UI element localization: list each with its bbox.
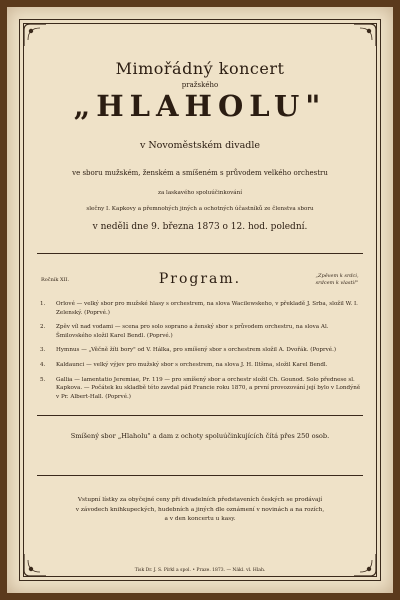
program-item [40,361,362,370]
volume-note: Ročník XII. [41,277,70,283]
ticket-info [57,496,343,525]
concert-subtitle: pražského [181,81,219,89]
item-number: 3. [40,347,46,354]
venue-line: v Novoměstském divadle [139,140,260,151]
item-text: Orlové — velký sbor pro mužské hlasy s orchestrem, na slova Wacilewskeho, v překladě J. Srba, složil W. I. Zelenský. (Poprvé.) [56,301,358,316]
item-text: Hymnus — „Věčně žíti bory" od V. Hálka, pro smíšený sbor s orchestrem složil A. Dvořák. (Poprvé.) [56,347,337,354]
ticket-info-line: a v den koncertu u kasy. [164,516,236,522]
printer-imprint: Tisk Dr. J. S. Pírkl a spol. • Praze. 1873. — Nákl. vl. Hlah. [134,568,266,573]
program-list [40,300,362,407]
item-number: 4. [40,361,46,368]
item-text: Zpěv víl nad vodami — scena pro solo soprano a ženský sbor s průvodem orchestru, na slova Al. Šmilovského složil Karel Bendl. (Poprvé.) [56,324,329,339]
program-item [40,376,362,402]
corner-ornament-icon [352,552,378,578]
ticket-info-line: Vstupní lístky za obyčejné ceny při divadelních představeních českých se prodávají [77,497,323,503]
soloists-line: slečny I. Kapkovy a přemnohých jiných a ochotných účastníků ze členstva sboru [86,206,314,212]
date-line: v neděli dne 9. března 1873 o 12. hod. polední. [92,222,308,232]
concert-title: Mimořádný koncert [115,59,285,78]
item-text: Gallia — lamentatio Jeremiae, Pr. 119 — pro smíšený sbor a orchestr složil Ch. Gounod. Solo přednese sl. Kapkova. — Počátek ku skladbě této zavdal pád Francie roku 1870, a první provozování její bylo v Londýně v Pr. Albert-Hall. (Poprvé.) [56,376,361,400]
choir-size-note: Smíšený sbor „Hlaholu" a dam z ochoty spoluúčinkujících čítá přes 250 osob. [70,432,330,440]
program-item [40,346,362,355]
corner-ornament-icon [22,22,48,48]
program-heading: Program. [158,271,242,287]
item-number: 1. [40,301,46,307]
choir-name: „HLAHOLU" [73,89,327,123]
ensemble-line: ve sboru mužském, ženském a smíšeném s průvodem velkého orchestru [72,169,328,177]
divider [37,415,363,416]
item-number: 5. [40,376,46,383]
cooperation-line: za laskavého spoluúčinkování [158,190,242,196]
item-text: Kaldaunci — velký výjev pro mužský sbor s orchestrem, na slova J. H. Iltšma, složil Karel Bendl. [56,361,328,368]
ticket-info-line: v závodech knihkupeckých, hudebních a jiných dle oznámení v novinách a na rozích, [75,506,325,513]
program-item [40,323,362,340]
divider [37,475,363,476]
motto: „Zpěvem k srdci, srdcem k vlasti!" [315,273,359,286]
divider [37,253,363,254]
poster-page [7,7,393,593]
item-number: 2. [40,324,46,331]
corner-ornament-icon [352,22,378,48]
corner-ornament-icon [22,552,48,578]
program-item [40,300,362,317]
